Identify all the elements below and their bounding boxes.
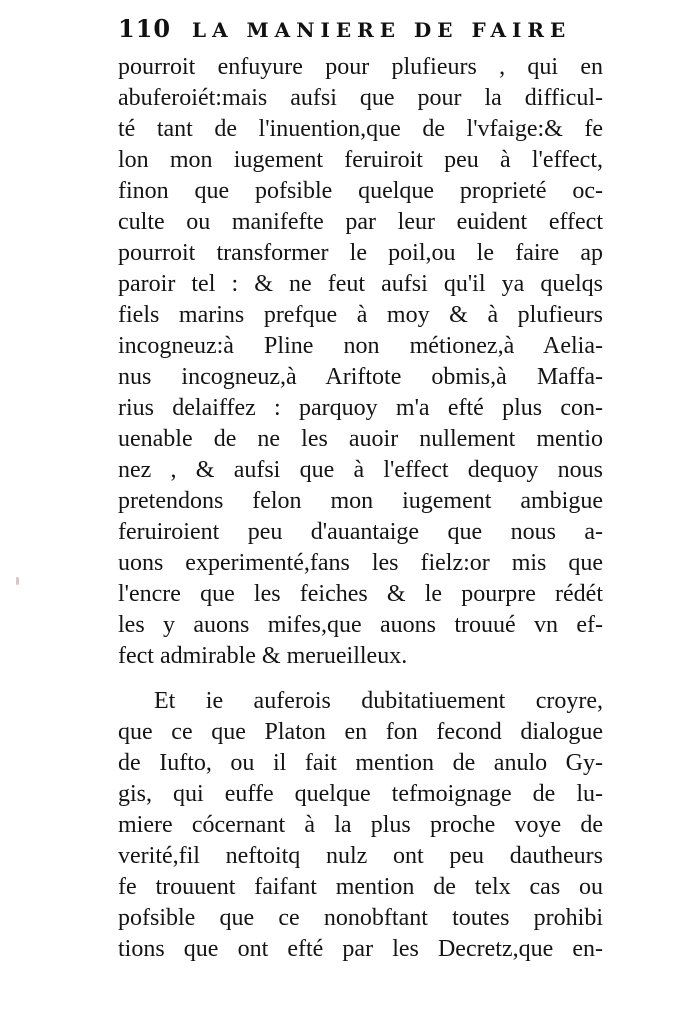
text-line: fiels marins prefque à moy & à plufieurs <box>118 302 603 328</box>
paragraph-gap <box>118 672 603 686</box>
text-line: pourroit transformer le poil,ou le faire ap <box>118 240 603 266</box>
page-number: 110 <box>118 14 172 43</box>
text-line: les y auons mifes,que auons trouué vn ef- <box>118 612 603 638</box>
text-line: pourroit enfuyure pour plufieurs , qui en <box>118 54 603 80</box>
text-line: miere cócernant à la plus proche voye de <box>118 812 603 838</box>
paragraph-2 <box>118 686 603 965</box>
text-line: que ce que Platon en fon fecond dialogue <box>118 719 603 745</box>
text-line: incogneuz:à Pline non métionez,à Aelia- <box>118 333 603 359</box>
text-line: uenable de ne les auoir nullement mentio <box>118 426 603 452</box>
text-line: tions que ont efté par les Decretz,que en- <box>118 936 603 962</box>
paper-speck <box>16 577 19 585</box>
text-line: pretendons felon mon iugement ambigue <box>118 488 603 514</box>
text-line: fect admirable & merueilleux. <box>118 643 408 669</box>
text-line: abuferoiét:mais aufsi que pour la difficul- <box>118 85 603 111</box>
text-line: paroir tel : & ne feut aufsi qu'il ya quelqs <box>118 271 603 297</box>
text-line: nus incogneuz,à Ariftote obmis,à Maffa- <box>118 364 603 390</box>
text-line: fe trouuent faifant mention de telx cas ou <box>118 874 603 900</box>
body-text <box>118 52 603 965</box>
text-line: lon mon iugement feruiroit peu à l'effect, <box>118 147 603 173</box>
page-header <box>118 12 603 46</box>
paragraph-1 <box>118 52 603 672</box>
text-line: uons experimenté,fans les fielz:or mis que <box>118 550 603 576</box>
text-line: verité,fil neftoitq nulz ont peu dautheurs <box>118 843 603 869</box>
text-line: culte ou manifefte par leur euident effect <box>118 209 603 235</box>
text-line: finon que pofsible quelque proprieté oc- <box>118 178 603 204</box>
text-line: té tant de l'inuention,que de l'vfaige:& fe <box>118 116 603 142</box>
text-line: Et ie auferois dubitatiuement croyre, <box>154 688 603 714</box>
running-head: LA MANIERE DE FAIRE <box>192 18 572 42</box>
text-line: feruiroient peu d'auantaige que nous a- <box>118 519 603 545</box>
text-line: rius delaiffez : parquoy m'a efté plus con- <box>118 395 603 421</box>
text-line: pofsible que ce nonobftant toutes prohibi <box>118 905 603 931</box>
text-line: de Iufto, ou il fait mention de anulo Gy- <box>118 750 603 776</box>
text-line: l'encre que les feiches & le pourpre rédét <box>118 581 603 607</box>
text-line: nez , & aufsi que à l'effect dequoy nous <box>118 457 603 483</box>
text-line: gis, qui euffe quelque tefmoignage de lu- <box>118 781 603 807</box>
